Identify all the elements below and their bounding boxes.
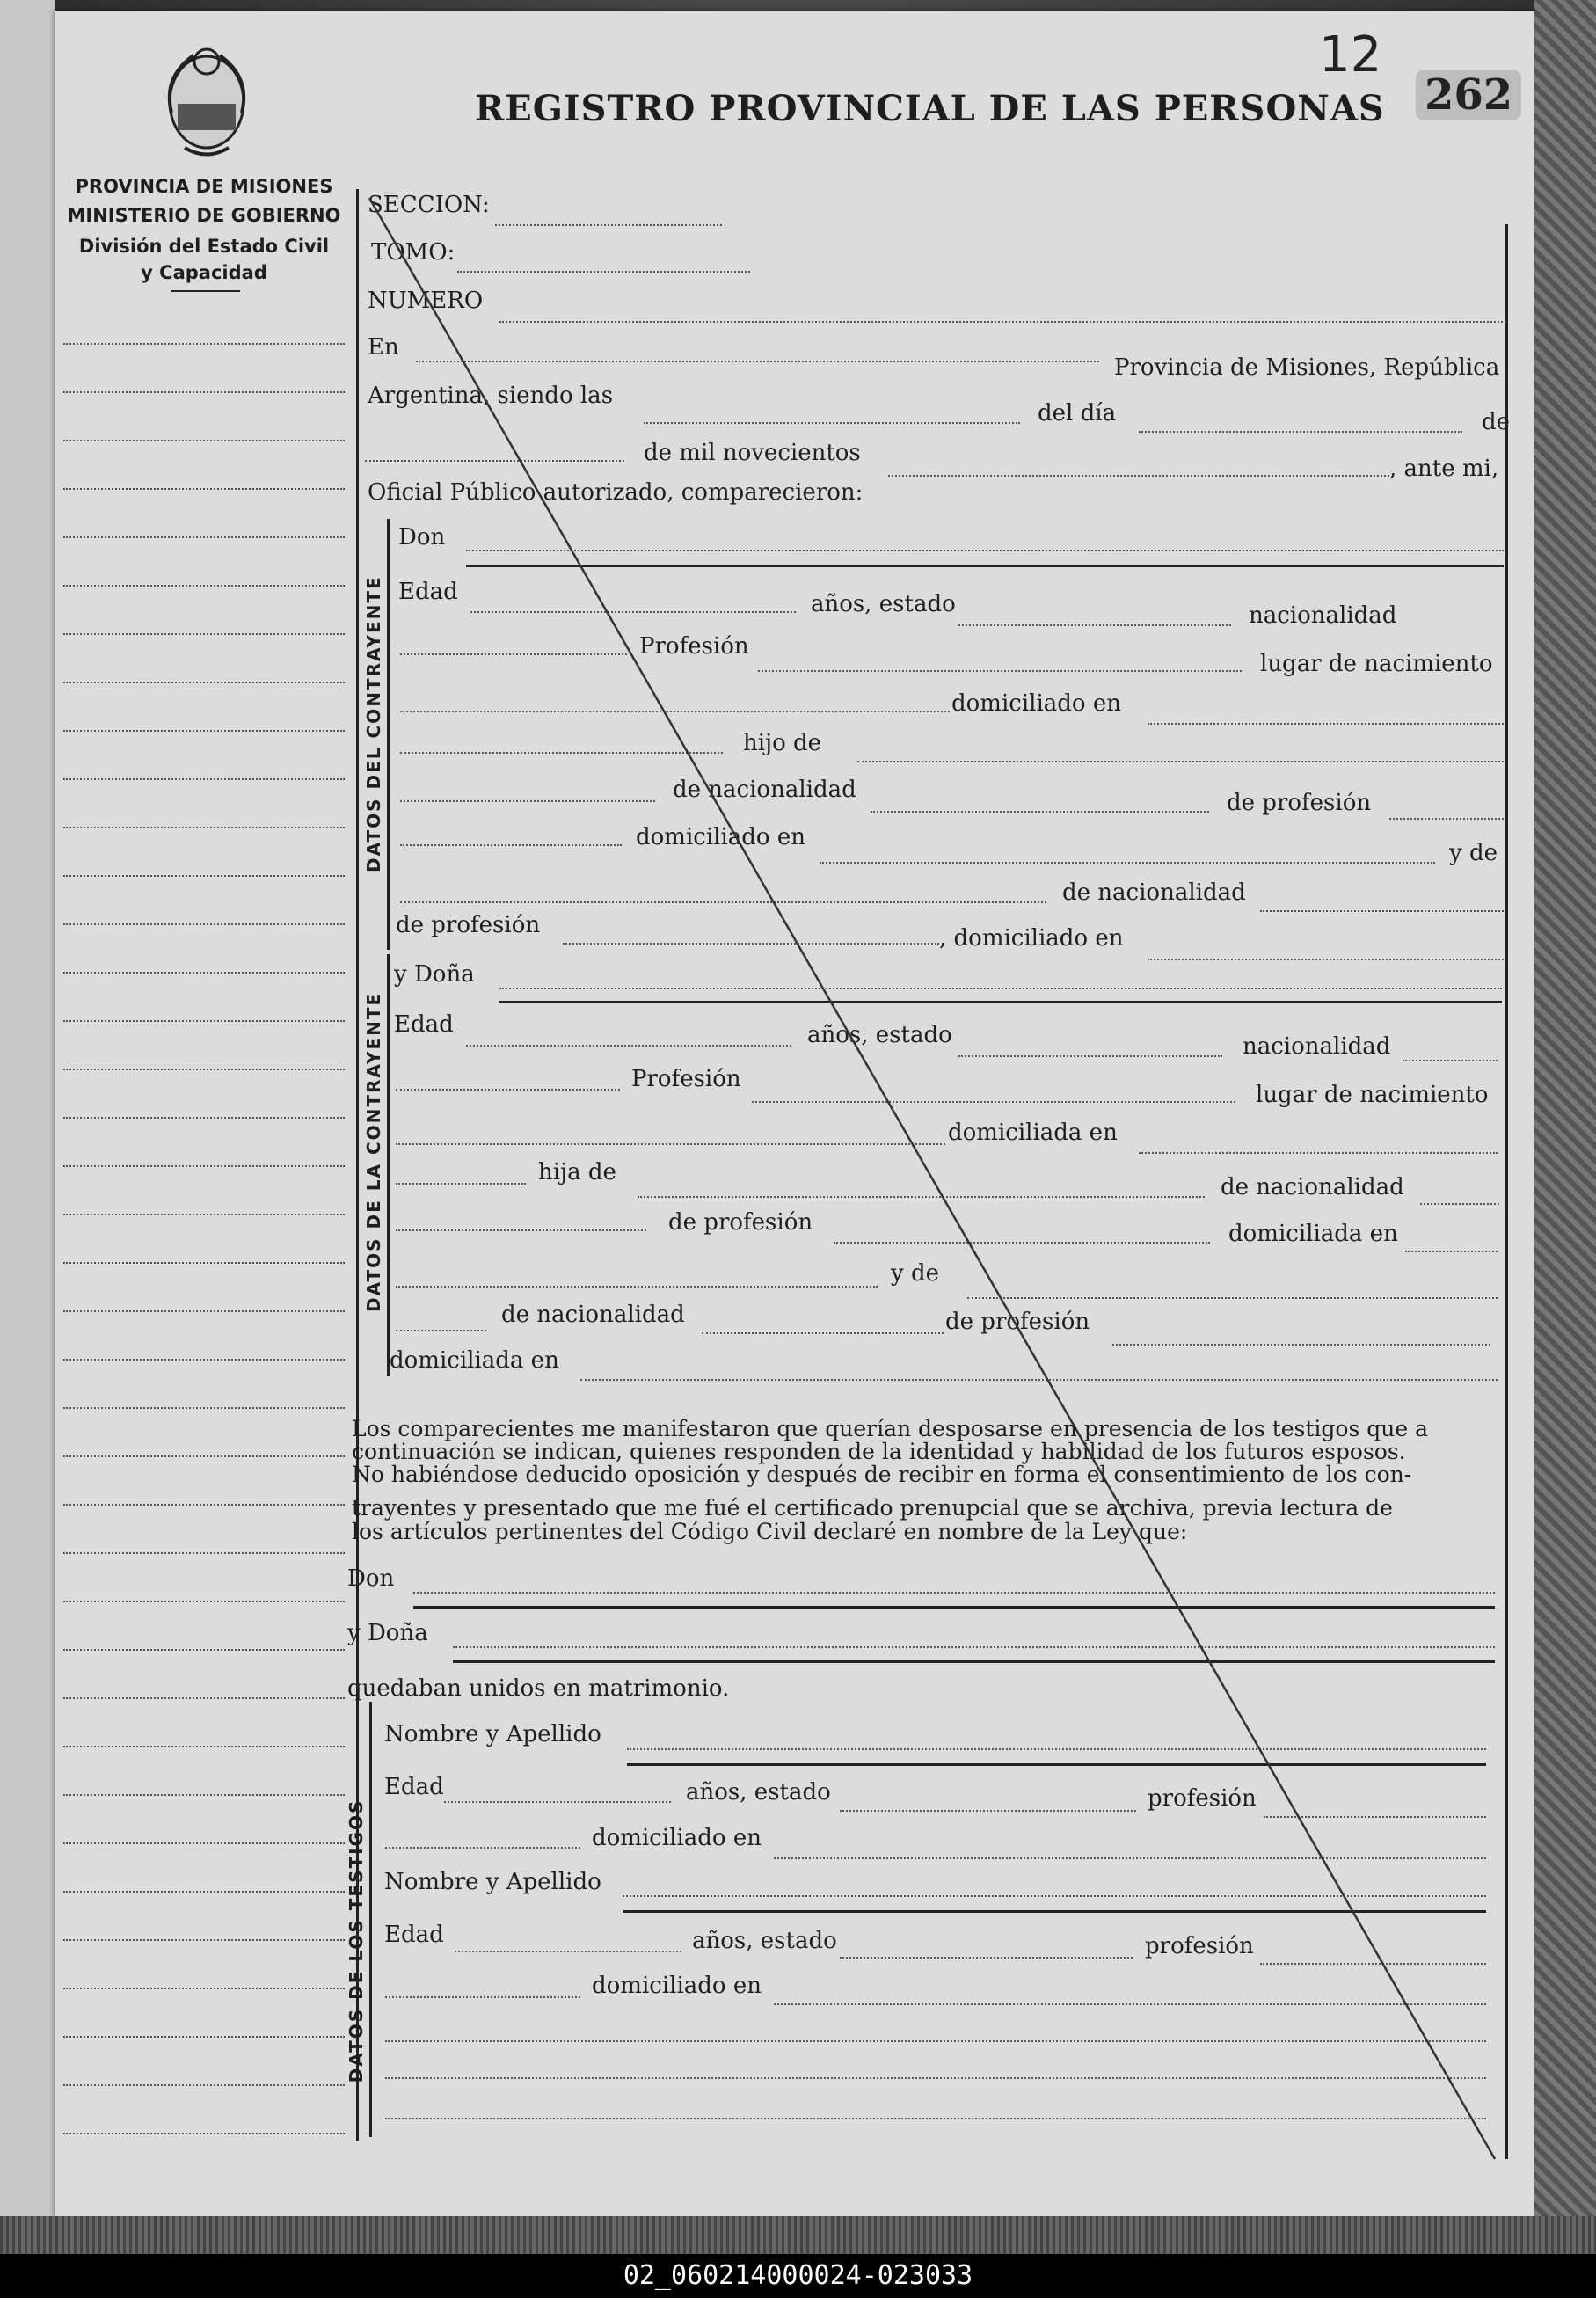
image-id-caption: 02_060214000024-023033 bbox=[0, 2254, 1596, 2298]
de-label: de bbox=[1482, 409, 1511, 435]
padre-f-domicilio-label: domiciliada en bbox=[1228, 1221, 1398, 1247]
lugar-nac-label: lugar de nacimiento bbox=[1260, 651, 1493, 677]
testigo2-domicilio-label: domiciliado en bbox=[592, 1973, 762, 1999]
province-label: PROVINCIA DE MISIONES bbox=[75, 176, 333, 197]
anos-estado-label: años, estado bbox=[811, 591, 956, 617]
capacity-label: y Capacidad bbox=[141, 262, 267, 283]
testigo1-nombre-label: Nombre y Apellido bbox=[384, 1721, 601, 1747]
madre-f-profesion-label: de profesión bbox=[945, 1309, 1090, 1335]
padre-nacionalidad-label: de nacionalidad bbox=[673, 777, 856, 803]
de-mil-label: de mil novecientos bbox=[644, 440, 861, 466]
domiciliado-label: domiciliado en bbox=[951, 690, 1121, 717]
domiciliada-label: domiciliada en bbox=[948, 1120, 1118, 1146]
oficial-text: Oficial Público autorizado, comparecieron: bbox=[368, 479, 864, 506]
padre-f-nacionalidad-label: de nacionalidad bbox=[1221, 1174, 1404, 1200]
declaration-line-1: Los comparecientes me manifestaron que querían desposarse en presencia de los testigos que a bbox=[352, 1416, 1428, 1441]
numero-label: NUMERO bbox=[368, 288, 484, 314]
y-dona-label: y Doña bbox=[394, 961, 475, 988]
hija-de-label: hija de bbox=[538, 1159, 616, 1185]
page-title: REGISTRO PROVINCIAL DE LAS PERSONAS bbox=[475, 88, 1385, 129]
madre-domicilio-label: , domiciliado en bbox=[939, 925, 1124, 952]
madre-f-nacionalidad-label: de nacionalidad bbox=[501, 1302, 685, 1328]
contrayente-section-label: DATOS DEL CONTRAYENTE bbox=[363, 575, 384, 872]
testigo1-profesion-label: profesión bbox=[1148, 1785, 1257, 1812]
division-label: División del Estado Civil bbox=[78, 236, 330, 257]
y-de-label: y de bbox=[1449, 840, 1498, 866]
madre-profesion-label: de profesión bbox=[396, 912, 541, 938]
tomo-label: TOMO: bbox=[371, 239, 455, 266]
anos-estado-f-label: años, estado bbox=[807, 1022, 952, 1048]
testigo1-edad-label: Edad bbox=[384, 1774, 444, 1800]
madre-f-domicilio-label: domiciliada en bbox=[390, 1347, 559, 1374]
testigo2-nombre-label: Nombre y Apellido bbox=[384, 1869, 601, 1895]
nacionalidad-label: nacionalidad bbox=[1249, 602, 1397, 629]
testigo2-anos-label: años, estado bbox=[692, 1928, 837, 1954]
don-label: Don bbox=[398, 524, 446, 551]
folio-stamp: 262 bbox=[1416, 70, 1521, 120]
decl-dona-label: y Doña bbox=[347, 1620, 428, 1646]
handwritten-page-number: 12 bbox=[1319, 26, 1382, 84]
declaration-line-3: No habiéndose deducido oposición y después de recibir en forma el consentimiento de los con- bbox=[352, 1462, 1412, 1487]
unidos-text: quedaban unidos en matrimonio. bbox=[347, 1675, 730, 1702]
seccion-label: SECCION: bbox=[368, 192, 490, 218]
madre-nacionalidad-label: de nacionalidad bbox=[1062, 879, 1246, 906]
hijo-de-label: hijo de bbox=[743, 730, 822, 756]
decl-don-label: Don bbox=[347, 1565, 395, 1592]
declaration-line-4: trayentes y presentado que me fué el certificado prenupcial que se archiva, previa lectura de bbox=[352, 1495, 1393, 1521]
declaration-line-5: los artículos pertinentes del Código Civil declaré en nombre de la Ley que: bbox=[352, 1519, 1188, 1544]
nacionalidad-f-label: nacionalidad bbox=[1243, 1033, 1391, 1060]
declaration-line-2: continuación se indican, quienes responden de la identidad y habilidad de los futuros esposos. bbox=[352, 1439, 1406, 1464]
profesion-label: Profesión bbox=[639, 633, 749, 660]
testigo1-domicilio-label: domiciliado en bbox=[592, 1825, 762, 1851]
edad-label: Edad bbox=[398, 579, 458, 605]
y-de-f-label: y de bbox=[891, 1260, 939, 1287]
testigo2-edad-label: Edad bbox=[384, 1922, 444, 1948]
lugar-nac-f-label: lugar de nacimiento bbox=[1256, 1082, 1489, 1108]
padre-domicilio-label: domiciliado en bbox=[636, 824, 805, 850]
testigos-section-label: DATOS DE LOS TESTIGOS bbox=[346, 1798, 367, 2083]
ante-mi-text: , ante mi, bbox=[1389, 456, 1499, 482]
padre-f-profesion-label: de profesión bbox=[668, 1209, 813, 1236]
del-dia-label: del día bbox=[1038, 400, 1117, 427]
padre-profesion-label: de profesión bbox=[1227, 790, 1372, 816]
contrayenta-section-label: DATOS DE LA CONTRAYENTE bbox=[363, 991, 384, 1312]
testigo1-anos-label: años, estado bbox=[686, 1779, 831, 1806]
edad-f-label: Edad bbox=[394, 1011, 454, 1038]
en-label: En bbox=[368, 334, 399, 361]
testigo2-profesion-label: profesión bbox=[1145, 1933, 1254, 1959]
profesion-f-label: Profesión bbox=[631, 1066, 741, 1092]
argentina-text: Argentina, siendo las bbox=[368, 383, 614, 409]
ministry-label: MINISTERIO DE GOBIERNO bbox=[67, 205, 341, 226]
provincia-text: Provincia de Misiones, República bbox=[1114, 354, 1500, 381]
